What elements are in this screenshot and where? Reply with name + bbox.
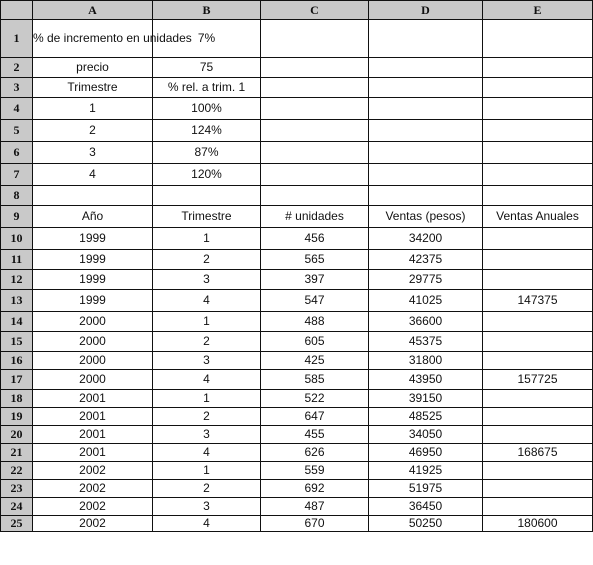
cell-e8[interactable]	[483, 186, 593, 206]
sheet-row	[1, 444, 593, 462]
cell-e13[interactable]: 147375	[483, 290, 593, 312]
cell-b23[interactable]: 2	[153, 480, 261, 498]
cell-a1[interactable]: % de incremento en unidades	[33, 20, 153, 58]
cell-c12[interactable]: 397	[261, 270, 369, 290]
row-header-5[interactable]: 5	[1, 120, 33, 142]
cell-a19[interactable]: 2001	[33, 408, 153, 426]
cell-e10[interactable]	[483, 228, 593, 250]
cell-c19[interactable]: 647	[261, 408, 369, 426]
sheet-row	[1, 332, 593, 352]
cell-a21[interactable]: 2001	[33, 444, 153, 462]
cell-d16[interactable]: 31800	[369, 352, 483, 370]
cell-c1[interactable]	[261, 20, 369, 58]
cell-c15[interactable]: 605	[261, 332, 369, 352]
sheet-row	[1, 312, 593, 332]
cell-c2[interactable]	[261, 58, 369, 78]
cell-a9[interactable]: Año	[33, 206, 153, 228]
sheet-row	[1, 290, 593, 312]
row-header-16[interactable]: 16	[1, 352, 33, 370]
cell-c14[interactable]: 488	[261, 312, 369, 332]
row-header-18[interactable]: 18	[1, 390, 33, 408]
cell-b5[interactable]: 124%	[153, 120, 261, 142]
row-header-10[interactable]: 10	[1, 228, 33, 250]
cell-b12[interactable]: 3	[153, 270, 261, 290]
sheet-row	[1, 58, 593, 78]
cell-d2[interactable]	[369, 58, 483, 78]
cell-a7[interactable]: 4	[33, 164, 153, 186]
cell-a17[interactable]: 2000	[33, 370, 153, 390]
sheet-row	[1, 78, 593, 98]
sheet-row	[1, 120, 593, 142]
cell-b20[interactable]: 3	[153, 426, 261, 444]
sheet-row	[1, 250, 593, 270]
cell-a5[interactable]: 2	[33, 120, 153, 142]
cell-a20[interactable]: 2001	[33, 426, 153, 444]
cell-c6[interactable]	[261, 142, 369, 164]
cell-c13[interactable]: 547	[261, 290, 369, 312]
column-header-c[interactable]: C	[261, 1, 369, 20]
row-header-3[interactable]: 3	[1, 78, 33, 98]
cell-e5[interactable]	[483, 120, 593, 142]
cell-c24[interactable]: 487	[261, 498, 369, 516]
sheet-row	[1, 142, 593, 164]
cell-a16[interactable]: 2000	[33, 352, 153, 370]
column-header-b[interactable]: B	[153, 1, 261, 20]
cell-a12[interactable]: 1999	[33, 270, 153, 290]
cell-c22[interactable]: 559	[261, 462, 369, 480]
cell-d10[interactable]: 34200	[369, 228, 483, 250]
cell-b8[interactable]	[153, 186, 261, 206]
cell-d1[interactable]	[369, 20, 483, 58]
cell-a6[interactable]: 3	[33, 142, 153, 164]
sheet-row	[1, 408, 593, 426]
sheet-row	[1, 390, 593, 408]
column-header-d[interactable]: D	[369, 1, 483, 20]
cell-c7[interactable]	[261, 164, 369, 186]
cell-c16[interactable]: 425	[261, 352, 369, 370]
cell-b13[interactable]: 4	[153, 290, 261, 312]
cell-e21[interactable]: 168675	[483, 444, 593, 462]
sheet-row	[1, 426, 593, 444]
cell-b14[interactable]: 1	[153, 312, 261, 332]
row-header-23[interactable]: 23	[1, 480, 33, 498]
cell-e2[interactable]	[483, 58, 593, 78]
cell-b16[interactable]: 3	[153, 352, 261, 370]
sheet-body	[1, 20, 593, 532]
sheet-row	[1, 480, 593, 498]
sheet-row	[1, 20, 593, 58]
cell-c8[interactable]	[261, 186, 369, 206]
column-header-e[interactable]: E	[483, 1, 593, 20]
cell-c3[interactable]	[261, 78, 369, 98]
cell-b17[interactable]: 4	[153, 370, 261, 390]
cell-a8[interactable]	[33, 186, 153, 206]
cell-e14[interactable]	[483, 312, 593, 332]
cell-e15[interactable]	[483, 332, 593, 352]
cell-e9[interactable]: Ventas Anuales	[483, 206, 593, 228]
cell-d11[interactable]: 42375	[369, 250, 483, 270]
cell-a23[interactable]: 2002	[33, 480, 153, 498]
cell-b10[interactable]: 1	[153, 228, 261, 250]
cell-b9[interactable]: Trimestre	[153, 206, 261, 228]
cell-c23[interactable]: 692	[261, 480, 369, 498]
row-header-21[interactable]: 21	[1, 444, 33, 462]
cell-e19[interactable]	[483, 408, 593, 426]
cell-c20[interactable]: 455	[261, 426, 369, 444]
cell-b11[interactable]: 2	[153, 250, 261, 270]
cell-b21[interactable]: 4	[153, 444, 261, 462]
cell-d14[interactable]: 36600	[369, 312, 483, 332]
row-header-15[interactable]: 15	[1, 332, 33, 352]
cell-e18[interactable]	[483, 390, 593, 408]
cell-c10[interactable]: 456	[261, 228, 369, 250]
cell-a13[interactable]: 1999	[33, 290, 153, 312]
cell-d25[interactable]: 50250	[369, 516, 483, 532]
cell-d9[interactable]: Ventas (pesos)	[369, 206, 483, 228]
cell-d19[interactable]: 48525	[369, 408, 483, 426]
row-header-6[interactable]: 6	[1, 142, 33, 164]
cell-c9[interactable]: # unidades	[261, 206, 369, 228]
cell-c25[interactable]: 670	[261, 516, 369, 532]
cell-b2[interactable]: 75	[153, 58, 261, 78]
cell-d6[interactable]	[369, 142, 483, 164]
column-header-a[interactable]: A	[33, 1, 153, 20]
cell-a11[interactable]: 1999	[33, 250, 153, 270]
cell-e1[interactable]	[483, 20, 593, 58]
cell-a18[interactable]: 2001	[33, 390, 153, 408]
cell-e4[interactable]	[483, 98, 593, 120]
cell-b18[interactable]: 1	[153, 390, 261, 408]
cell-d15[interactable]: 45375	[369, 332, 483, 352]
cell-c4[interactable]	[261, 98, 369, 120]
cell-a22[interactable]: 2002	[33, 462, 153, 480]
cell-e17[interactable]: 157725	[483, 370, 593, 390]
cell-b4[interactable]: 100%	[153, 98, 261, 120]
row-header-22[interactable]: 22	[1, 462, 33, 480]
row-header-11[interactable]: 11	[1, 250, 33, 270]
sheet-row	[1, 186, 593, 206]
cell-d17[interactable]: 43950	[369, 370, 483, 390]
cell-b1[interactable]: 7%	[153, 20, 261, 58]
cell-a2[interactable]: precio	[33, 58, 153, 78]
row-header-20[interactable]: 20	[1, 426, 33, 444]
row-header-4[interactable]: 4	[1, 98, 33, 120]
cell-b6[interactable]: 87%	[153, 142, 261, 164]
select-all-corner[interactable]	[1, 1, 33, 20]
cell-a25[interactable]: 2002	[33, 516, 153, 532]
row-header-1[interactable]: 1	[1, 20, 33, 58]
cell-a24[interactable]: 2002	[33, 498, 153, 516]
row-header-12[interactable]: 12	[1, 270, 33, 290]
row-header-17[interactable]: 17	[1, 370, 33, 390]
cell-b25[interactable]: 4	[153, 516, 261, 532]
sheet-row	[1, 370, 593, 390]
sheet-row	[1, 228, 593, 250]
sheet-row	[1, 516, 593, 532]
cell-d3[interactable]	[369, 78, 483, 98]
cell-d21[interactable]: 46950	[369, 444, 483, 462]
sheet-row	[1, 462, 593, 480]
sheet-row	[1, 164, 593, 186]
cell-e25[interactable]: 180600	[483, 516, 593, 532]
sheet-row	[1, 270, 593, 290]
sheet-row	[1, 98, 593, 120]
cell-a14[interactable]: 2000	[33, 312, 153, 332]
cell-b19[interactable]: 2	[153, 408, 261, 426]
cell-e3[interactable]	[483, 78, 593, 98]
cell-b15[interactable]: 2	[153, 332, 261, 352]
cell-d4[interactable]	[369, 98, 483, 120]
cell-e6[interactable]	[483, 142, 593, 164]
cell-d24[interactable]: 36450	[369, 498, 483, 516]
row-header-25[interactable]: 25	[1, 516, 33, 532]
cell-c18[interactable]: 522	[261, 390, 369, 408]
cell-d23[interactable]: 51975	[369, 480, 483, 498]
cell-b3[interactable]: % rel. a trim. 1	[153, 78, 261, 98]
row-header-9[interactable]: 9	[1, 206, 33, 228]
cell-e12[interactable]	[483, 270, 593, 290]
row-header-8[interactable]: 8	[1, 186, 33, 206]
cell-e16[interactable]	[483, 352, 593, 370]
cell-a10[interactable]: 1999	[33, 228, 153, 250]
cell-c17[interactable]: 585	[261, 370, 369, 390]
row-header-14[interactable]: 14	[1, 312, 33, 332]
cell-d22[interactable]: 41925	[369, 462, 483, 480]
row-header-2[interactable]: 2	[1, 58, 33, 78]
cell-e7[interactable]	[483, 164, 593, 186]
cell-e22[interactable]	[483, 462, 593, 480]
cell-b22[interactable]: 1	[153, 462, 261, 480]
cell-e24[interactable]	[483, 498, 593, 516]
cell-a15[interactable]: 2000	[33, 332, 153, 352]
cell-e23[interactable]	[483, 480, 593, 498]
sheet-row	[1, 206, 593, 228]
cell-d8[interactable]	[369, 186, 483, 206]
row-header-24[interactable]: 24	[1, 498, 33, 516]
cell-c21[interactable]: 626	[261, 444, 369, 462]
cell-d13[interactable]: 41025	[369, 290, 483, 312]
cell-a3[interactable]: Trimestre	[33, 78, 153, 98]
row-header-19[interactable]: 19	[1, 408, 33, 426]
cell-d18[interactable]: 39150	[369, 390, 483, 408]
sheet-row	[1, 352, 593, 370]
cell-d12[interactable]: 29775	[369, 270, 483, 290]
cell-a4[interactable]: 1	[33, 98, 153, 120]
cell-b24[interactable]: 3	[153, 498, 261, 516]
cell-d5[interactable]	[369, 120, 483, 142]
cell-d20[interactable]: 34050	[369, 426, 483, 444]
cell-b7[interactable]: 120%	[153, 164, 261, 186]
sheet-row	[1, 498, 593, 516]
row-header-13[interactable]: 13	[1, 290, 33, 312]
cell-e20[interactable]	[483, 426, 593, 444]
cell-e11[interactable]	[483, 250, 593, 270]
cell-d7[interactable]	[369, 164, 483, 186]
cell-c5[interactable]	[261, 120, 369, 142]
cell-c11[interactable]: 565	[261, 250, 369, 270]
row-header-7[interactable]: 7	[1, 164, 33, 186]
